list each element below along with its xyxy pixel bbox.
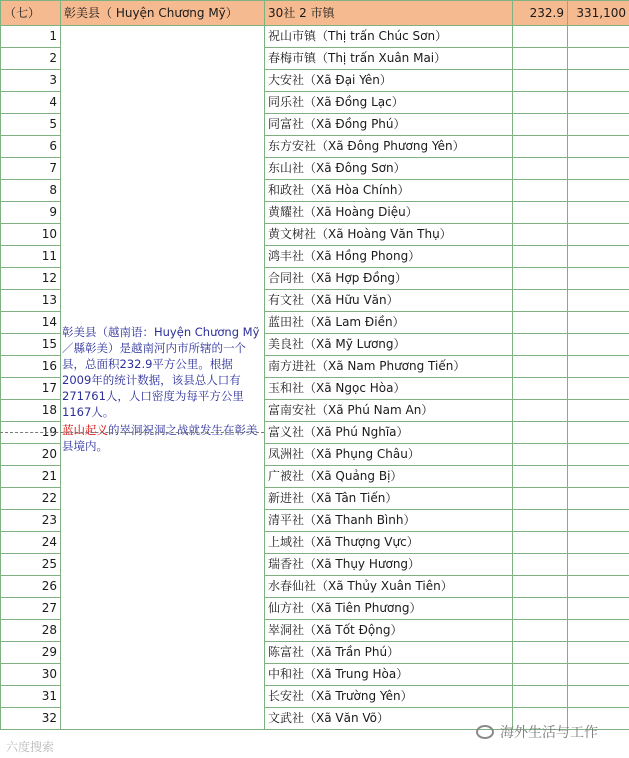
population-cell[interactable] [568,334,629,356]
commune-name[interactable]: 同富社（Xã Đồng Phú） [265,114,513,136]
commune-name[interactable]: 大安社（Xã Đại Yên） [265,70,513,92]
row-number[interactable]: 26 [1,576,61,598]
area-cell[interactable] [513,26,568,48]
population-cell[interactable] [568,510,629,532]
area-cell[interactable] [513,510,568,532]
row-number[interactable]: 14 [1,312,61,334]
commune-name[interactable]: 同乐社（Xã Đồng Lạc） [265,92,513,114]
row-number[interactable]: 21 [1,466,61,488]
area-cell[interactable] [513,664,568,686]
row-number[interactable]: 5 [1,114,61,136]
area-cell[interactable] [513,180,568,202]
area-cell[interactable] [513,290,568,312]
population-cell[interactable] [568,422,629,444]
commune-name[interactable]: 仙方社（Xã Tiên Phương） [265,598,513,620]
area-cell[interactable] [513,92,568,114]
area-cell[interactable] [513,70,568,92]
area-cell[interactable] [513,158,568,180]
area-cell[interactable] [513,444,568,466]
commune-name[interactable]: 长安社（Xã Trường Yên） [265,686,513,708]
population-cell[interactable] [568,180,629,202]
commune-name[interactable]: 有文社（Xã Hữu Văn） [265,290,513,312]
row-number[interactable]: 9 [1,202,61,224]
area-cell[interactable] [513,422,568,444]
area-cell[interactable] [513,620,568,642]
area-cell[interactable] [513,114,568,136]
commune-name[interactable]: 东方安社（Xã Đông Phương Yên） [265,136,513,158]
population-cell[interactable] [568,224,629,246]
population-cell[interactable] [568,488,629,510]
population-cell[interactable] [568,26,629,48]
row-number[interactable]: 25 [1,554,61,576]
header-index[interactable]: （七） [1,1,61,26]
commune-name[interactable]: 清平社（Xã Thanh Bình） [265,510,513,532]
row-number[interactable]: 16 [1,356,61,378]
population-cell[interactable] [568,70,629,92]
population-cell[interactable] [568,466,629,488]
population-cell[interactable] [568,158,629,180]
area-cell[interactable] [513,576,568,598]
commune-name[interactable]: 和政社（Xã Hòa Chính） [265,180,513,202]
area-cell[interactable] [513,246,568,268]
row-number[interactable]: 23 [1,510,61,532]
row-number[interactable]: 22 [1,488,61,510]
row-number[interactable]: 32 [1,708,61,730]
row-number[interactable]: 11 [1,246,61,268]
population-cell[interactable] [568,92,629,114]
population-cell[interactable] [568,620,629,642]
population-cell[interactable] [568,444,629,466]
population-cell[interactable] [568,312,629,334]
population-cell[interactable] [568,554,629,576]
population-cell[interactable] [568,290,629,312]
row-number[interactable]: 24 [1,532,61,554]
area-cell[interactable] [513,48,568,70]
area-cell[interactable] [513,268,568,290]
area-cell[interactable] [513,224,568,246]
commune-name[interactable]: 富南安社（Xã Phú Nam An） [265,400,513,422]
commune-name[interactable]: 水春仙社（Xã Thủy Xuân Tiên） [265,576,513,598]
area-cell[interactable] [513,378,568,400]
header-summary[interactable]: 30社 2 市镇 [265,1,513,26]
row-number[interactable]: 18 [1,400,61,422]
commune-name[interactable]: 中和社（Xã Trung Hòa） [265,664,513,686]
description-para2 [62,422,262,454]
population-cell[interactable] [568,356,629,378]
row-number[interactable]: 28 [1,620,61,642]
population-cell[interactable] [568,246,629,268]
population-cell[interactable] [568,598,629,620]
row-number[interactable]: 30 [1,664,61,686]
commune-name[interactable]: 富义社（Xã Phú Nghĩa） [265,422,513,444]
header-row [1,1,629,26]
row-number[interactable]: 7 [1,158,61,180]
commune-name[interactable]: 祝山市镇（Thị trấn Chúc Sơn） [265,26,513,48]
commune-name[interactable]: 新进社（Xã Tân Tiến） [265,488,513,510]
commune-name[interactable]: 广被社（Xã Quảng Bị） [265,466,513,488]
commune-name[interactable]: 东山社（Xã Đông Sơn） [265,158,513,180]
row-number[interactable]: 4 [1,92,61,114]
row-number[interactable]: 12 [1,268,61,290]
area-cell[interactable] [513,642,568,664]
row-number[interactable]: 19 [1,422,61,444]
area-cell[interactable] [513,136,568,158]
row-number[interactable]: 6 [1,136,61,158]
row-number[interactable]: 27 [1,598,61,620]
area-cell[interactable] [513,532,568,554]
area-cell[interactable] [513,202,568,224]
commune-name[interactable]: 蓝田社（Xã Lam Điền） [265,312,513,334]
row-number[interactable]: 29 [1,642,61,664]
row-number[interactable]: 31 [1,686,61,708]
description-para1: 彰美县（越南语：Huyện Chương Mỹ／縣彰美）是越南河内市所辖的一个县，总面积232.9平方公里。根据2009年的统计数据，该县总人口有271761人，人口密度为每平方公里1167人。 [62,325,260,419]
area-cell[interactable] [513,466,568,488]
area-cell[interactable] [513,488,568,510]
area-cell[interactable] [513,356,568,378]
watermark-right-text: 海外生活与工作 [500,725,598,741]
area-cell[interactable] [513,312,568,334]
population-cell[interactable] [568,268,629,290]
commune-name[interactable]: 崒洞社（Xã Tốt Động） [265,620,513,642]
population-cell[interactable] [568,686,629,708]
area-cell[interactable] [513,400,568,422]
row-number[interactable]: 3 [1,70,61,92]
commune-name[interactable]: 春梅市镇（Thị trấn Xuân Mai） [265,48,513,70]
population-cell[interactable] [568,48,629,70]
row-number[interactable]: 15 [1,334,61,356]
commune-name[interactable]: 鸿丰社（Xã Hồng Phong） [265,246,513,268]
population-cell[interactable] [568,664,629,686]
commune-name[interactable]: 凤洲社（Xã Phụng Châu） [265,444,513,466]
header-district[interactable]: 彰美县（ Huyện Chương Mỹ） [61,1,265,26]
watermark-right [476,722,598,742]
description-text [62,324,262,454]
commune-name[interactable]: 黄耀社（Xã Hoàng Diệu） [265,202,513,224]
commune-name[interactable]: 美良社（Xã Mỹ Lương） [265,334,513,356]
population-cell[interactable] [568,202,629,224]
population-cell[interactable] [568,400,629,422]
population-cell[interactable] [568,378,629,400]
row-number[interactable]: 17 [1,378,61,400]
area-cell[interactable] [513,686,568,708]
row-number[interactable]: 13 [1,290,61,312]
population-cell[interactable] [568,576,629,598]
commune-name[interactable]: 合同社（Xã Hợp Đồng） [265,268,513,290]
commune-name[interactable]: 瑞香社（Xã Thụy Hương） [265,554,513,576]
commune-name[interactable]: 南方进社（Xã Nam Phương Tiến） [265,356,513,378]
description-para2-rest: 的崒洞祝洞之战就发生在彰美县境内。 [62,423,258,453]
header-population[interactable]: 331,100 [568,1,629,26]
area-cell[interactable] [513,598,568,620]
table-row [1,26,629,48]
row-number[interactable]: 10 [1,224,61,246]
area-cell[interactable] [513,334,568,356]
commune-name[interactable]: 陈富社（Xã Trần Phú） [265,642,513,664]
watermark-left: 六度搜索 [6,740,55,754]
commune-name[interactable]: 文武社（Xã Văn Võ） [265,708,513,730]
wechat-icon [476,725,494,739]
row-number[interactable]: 8 [1,180,61,202]
page-break-line [0,432,264,433]
row-number[interactable]: 2 [1,48,61,70]
population-cell[interactable] [568,136,629,158]
row-number[interactable]: 1 [1,26,61,48]
description-cell[interactable] [61,26,265,730]
commune-name[interactable]: 黄文树社（Xã Hoàng Văn Thụ） [265,224,513,246]
commune-name[interactable]: 玉和社（Xã Ngọc Hòa） [265,378,513,400]
lamson-uprising-link: 蓝山起义 [62,423,108,437]
header-area[interactable]: 232.9 [513,1,568,26]
area-cell[interactable] [513,554,568,576]
population-cell[interactable] [568,114,629,136]
population-cell[interactable] [568,532,629,554]
population-cell[interactable] [568,642,629,664]
commune-name[interactable]: 上域社（Xã Thượng Vực） [265,532,513,554]
row-number[interactable]: 20 [1,444,61,466]
